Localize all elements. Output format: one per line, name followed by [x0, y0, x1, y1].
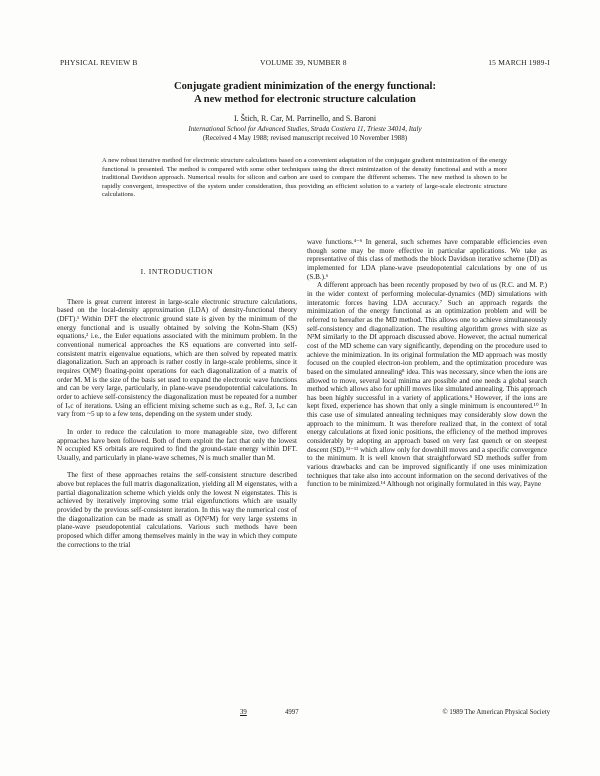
title-line-1: Conjugate gradient minimization of the energy functional: [174, 81, 436, 92]
running-head [60, 58, 550, 68]
page-number: 4997 [285, 709, 299, 716]
volume-number: VOLUME 39, NUMBER 8 [260, 58, 347, 67]
paragraph: In order to reduce the calculation to more manageable size, two different approaches have been followed. Both of them exploit the fact that only the lowest N occupied KS orbitals are required to find the ground-state energy within DFT. Usually, and particularly in plane-wave schemes, N is much smaller than M. [57, 427, 297, 462]
affiliation: International School for Advanced Studies, Strada Costiera 11, Trieste 34014, Italy [188, 125, 422, 133]
paragraph: The first of these approaches retains the self-consistent structure described above but replaces the full matrix diagonalization, yielding all M eigenstates, with a partial diagonalization scheme which yields only the lowest N eigenstates. This is achieved by iteratively improving some trial eigenfunctions which are usually provided by the previous self-consistent iteration. In this way the numerical cost of the diagonalization can be made as small as O(N²M) for very large systems in plane-wave pseudopotential calculations. Various such methods have been proposed which differ among themselves mainly in the way in which they compute the corrections to the trial [57, 471, 297, 549]
article-title [60, 81, 550, 106]
paragraph: There is great current interest in large-scale electronic structure calculations, based on the local-density approximation (LDA) of density-functional theory (DFT).¹ Within DFT the electronic ground state is given by the minimum of the energy functional and is usually obtained by solving the Kohn-Sham (KS) equations,² i.e., the Euler equations associated with the minimum problem. In the conventional numerical approaches the KS equations are converted into self-consistent matrix eigenvalue equations, which are then solved by repeated matrix diagonalization. Such an approach is rather costly in large-scale problems, since it requires O(M³) floating-point operations for each diagonalization of a matrix of order M. M is the size of the basis set used to expand the electronic wave functions and can be very large, particularly, in plane-wave pseudopotential calculations. In order to achieve self-consistency the diagonalization must be repeated for a number of Iₛc of iterations. Using an efficient mixing scheme such as e.g., Ref. 3, Iₛc can vary from ~5 up to a few tens, depending on the system under study. [57, 297, 297, 419]
left-column [57, 268, 297, 549]
copyright-notice: © 1989 The American Physical Society [442, 709, 550, 716]
section-heading: I. INTRODUCTION [140, 267, 214, 276]
journal-name: PHYSICAL REVIEW B [60, 58, 138, 67]
abstract: A new robust iterative method for electronic structure calculations based on a convenient adaptation of the conjugate gradient minimization of the energy functional is presented. The method is compared with some other techniques using the direct minimization of the density functional and with a more traditional Davidson approach. Numerical results for silicon and carbon are used to compare the different schemes. The new method is shown to be rapidly convergent, irrespective of the system under consideration, thus providing an efficient solution to a variety of large-scale electronic structure calculations. [102, 157, 507, 199]
paragraph: A different approach has been recently proposed by two of us (R.C. and M. P.) in the wider context of performing molecular-dynamics (MD) simulations with interatomic forces having LDA accuracy.⁷ Such an approach regards the minimization of the energy functional as an optimization problem and will be referred to hereafter as the MD method. This allows one to achieve simultaneously self-consistency and diagonalization. The resulting algorithm grows with size as N²M similarly to the DI approach discussed above. However, the actual numerical cost of the MD scheme can vary significantly, depending on the procedure used to achieve the minimization. In its original formulation the MD approach was mostly focused on the coupled electron-ion problem, and the optimization procedure was based on the simulated annealing⁸ idea. This was necessary, since when the ions are allowed to move, several local minima are possible and one needs a global search method which allows also for uphill moves like simulated annealing. This approach has been highly successful in a variety of applications.⁹ However, if the ions are kept fixed, experience has shown that only a single minimum is encountered.¹⁰ In this case use of simulated annealing techniques may considerably slow down the approach to the minimum. It was therefore realized that, in the context of total energy calculations at fixed ionic positions, the efficiency of the method improves considerably by adopting an approach based on very fast quench or on steepest descent (SD).¹¹⁻¹³ which allow only for downhill moves and a specific convergence to the minimum. It is well known that straightforward SD methods suffer from various drawbacks and can be improved significantly if one uses minimization techniques that take also into account information on the second derivatives of the function to be minimized.¹⁴ Although not originally formulated in this way, Payne [307, 281, 547, 489]
footer-volume: 39 [240, 709, 247, 716]
author-list: I. Štich, R. Car, M. Parrinello, and S. Baroni [233, 114, 377, 123]
paragraph: wave functions.⁴⁻⁶ In general, such schemes have comparable efficiencies even though some may be more effective in particular applications. We take as representative of this class of methods the block Davidson iterative scheme (DI) as implemented for LDA plane-wave pseudopotential calculations by one of us (S.B.).⁶ [307, 238, 547, 281]
title-line-2: A new method for electronic structure calculation [194, 93, 416, 105]
page-footer [60, 709, 550, 719]
issue-date: 15 MARCH 1989-I [488, 58, 550, 67]
right-column [307, 238, 547, 489]
title-block [60, 81, 550, 142]
received-date: (Received 4 May 1988; revised manuscript received 10 November 1988) [202, 134, 408, 142]
